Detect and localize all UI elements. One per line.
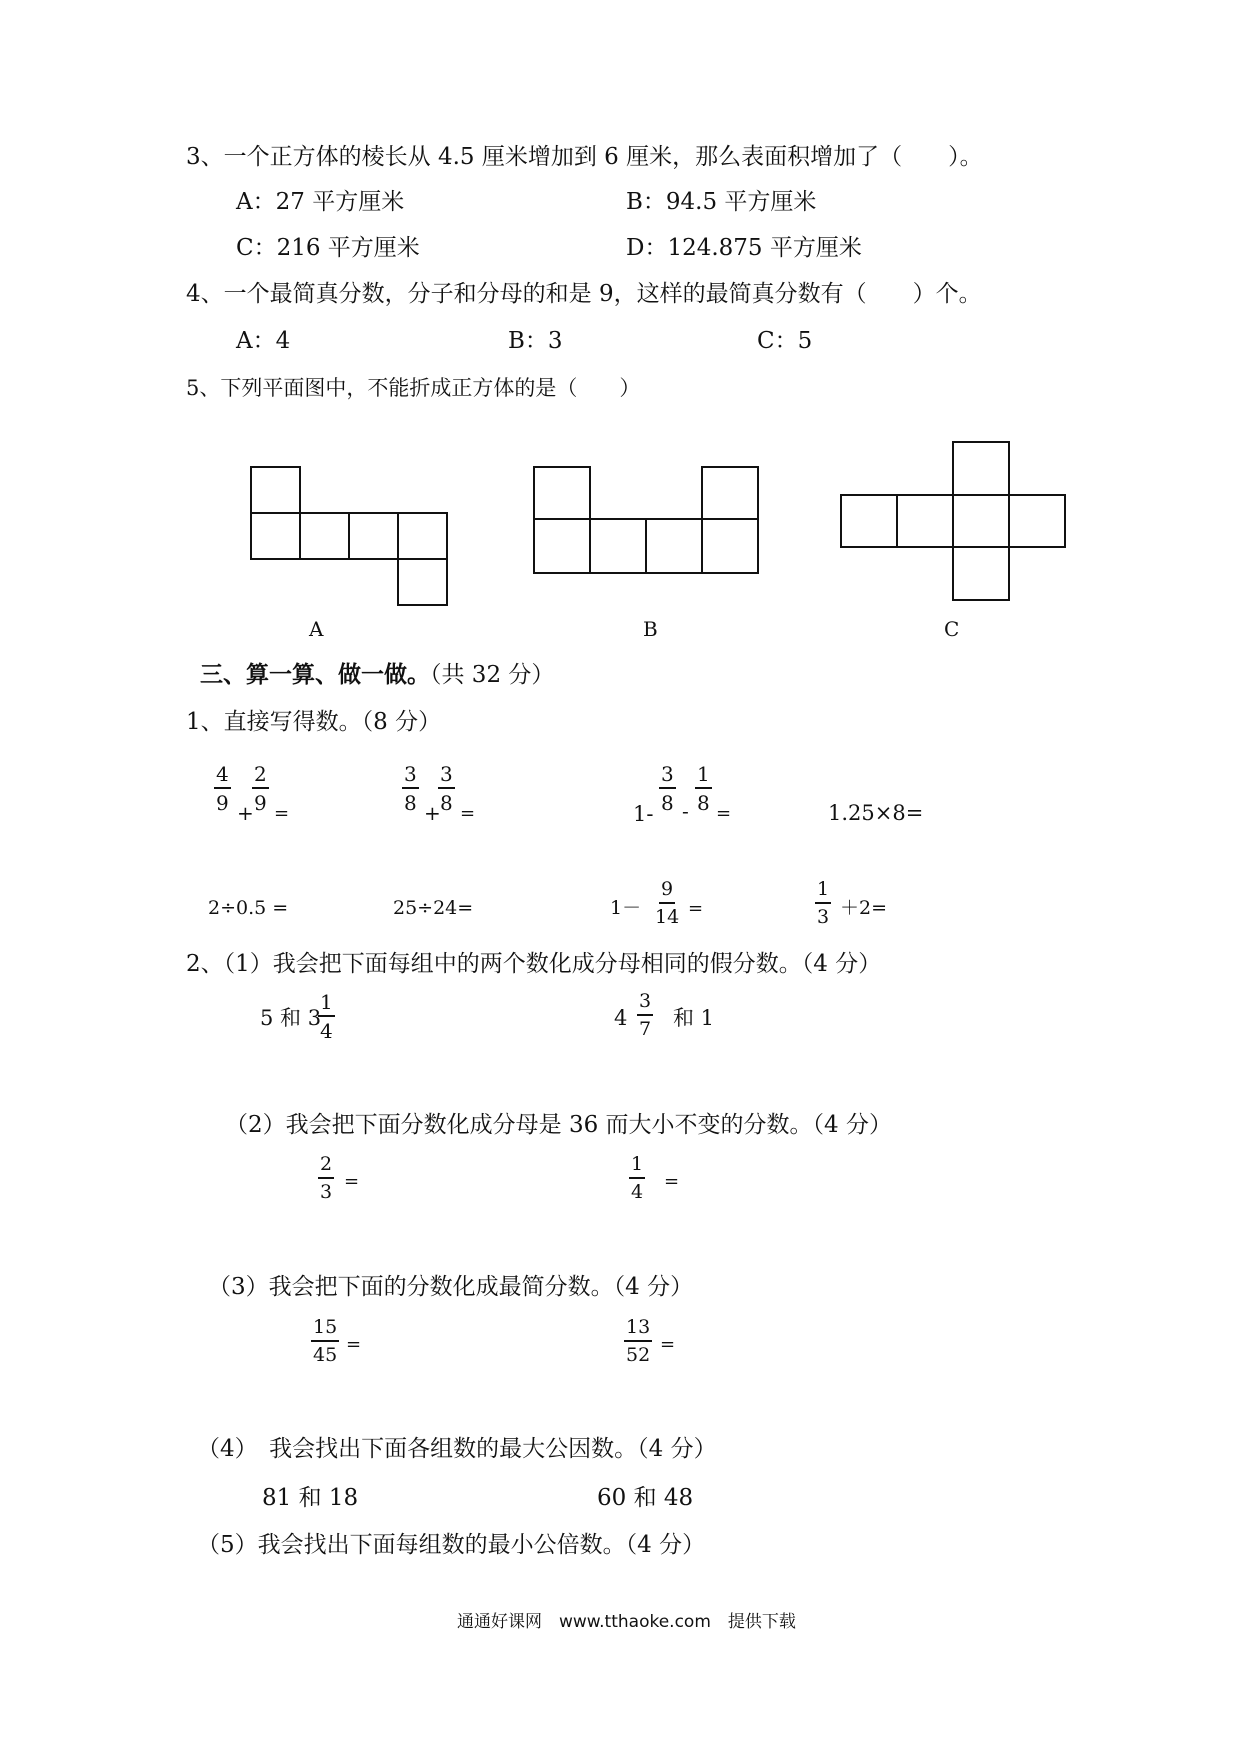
section-3-title: 三、算一算、做一做。（共 32 分）: [200, 661, 555, 688]
number-pair: 60 和 48: [597, 1485, 694, 1511]
fraction: $\frac{13}{52}$: [626, 1316, 651, 1366]
question-4-stem: 4、一个最简真分数，分子和分母的和是 9，这样的最简真分数有（ ）个。: [186, 281, 982, 307]
equals: =: [660, 1334, 676, 1355]
cube-net-a: [250, 466, 450, 611]
question-5-stem: 5、下列平面图中，不能折成正方体的是（ ）: [186, 376, 641, 400]
question-3-stem: 3、一个正方体的棱长从 4.5 厘米增加到 6 厘米，那么表面积增加了（ ）。: [186, 144, 983, 170]
fraction: $\frac{15}{45}$: [313, 1316, 338, 1366]
part-2-3-title: （3）我会把下面的分数化成最简分数。（4 分）: [208, 1274, 694, 1300]
number-pair: 81 和 18: [262, 1485, 359, 1511]
q4-option-b: B：3: [508, 328, 563, 354]
mixed-number-prefix: 5 和 3: [260, 1006, 322, 1030]
expression: 25÷24=: [393, 897, 474, 919]
fraction: $\frac{4}{9}$: [216, 762, 229, 815]
equals: =: [664, 1171, 680, 1192]
operator: +: [424, 801, 441, 825]
q3-option-d: D：124.875 平方厘米: [626, 235, 862, 261]
fraction: $\frac{1}{4}$: [320, 990, 333, 1043]
net-label-b: B: [643, 617, 658, 641]
equals: =: [344, 1171, 360, 1192]
expression: 1.25×8=: [828, 801, 924, 825]
mixed-number-prefix: 4: [614, 1006, 628, 1030]
net-label-c: C: [944, 617, 960, 641]
q4-option-a: A：4: [236, 328, 291, 354]
part-2-2-title: （2）我会把下面分数化成分母是 36 而大小不变的分数。（4 分）: [225, 1112, 892, 1138]
q4-option-c: C：5: [757, 328, 813, 354]
expression: 2÷0.5 =: [208, 897, 289, 919]
cube-net-c: [840, 441, 1070, 606]
fraction: $\frac{3}{7}$: [639, 990, 652, 1040]
fraction: $\frac{2}{3}$: [320, 1153, 333, 1203]
equals: =: [274, 803, 290, 824]
operator: -: [682, 799, 689, 823]
part-2-1-title: 2、（1）我会把下面每组中的两个数化成分母相同的假分数。（4 分）: [186, 951, 882, 977]
equals: =: [460, 803, 476, 824]
fraction: $\frac{1}{4}$: [631, 1153, 644, 1203]
q3-option-b: B：94.5 平方厘米: [626, 189, 817, 215]
fraction: $\frac{3}{8}$: [661, 762, 674, 815]
fraction: $\frac{1}{3}$: [817, 878, 830, 928]
q3-option-a: A：27 平方厘米: [236, 189, 405, 215]
equals: =: [716, 803, 732, 824]
suffix: ＋2=: [840, 897, 888, 919]
operator: +: [237, 801, 254, 825]
suffix: 和 1: [673, 1006, 715, 1030]
fraction: $\frac{9}{14}$: [655, 878, 680, 928]
part-2-4-title: （4） 我会找出下面各组数的最大公因数。（4 分）: [197, 1436, 717, 1462]
cube-net-b: [533, 466, 763, 578]
net-label-a: A: [309, 617, 324, 641]
equals: =: [346, 1334, 362, 1355]
fraction: $\frac{3}{8}$: [440, 762, 453, 815]
q3-option-c: C：216 平方厘米: [236, 235, 420, 261]
fraction: $\frac{1}{8}$: [697, 762, 710, 815]
equals: =: [688, 898, 704, 919]
prefix: 1-: [633, 802, 654, 826]
fraction: $\frac{3}{8}$: [404, 762, 417, 815]
page-footer: 通通好课网 www.tthaoke.com 提供下载: [457, 1612, 796, 1632]
part-1-title: 1、直接写得数。（8 分）: [186, 709, 442, 735]
part-2-5-title: （5）我会找出下面每组数的最小公倍数。（4 分）: [197, 1532, 706, 1558]
fraction: $\frac{2}{9}$: [254, 762, 267, 815]
prefix: 1－: [610, 897, 642, 919]
